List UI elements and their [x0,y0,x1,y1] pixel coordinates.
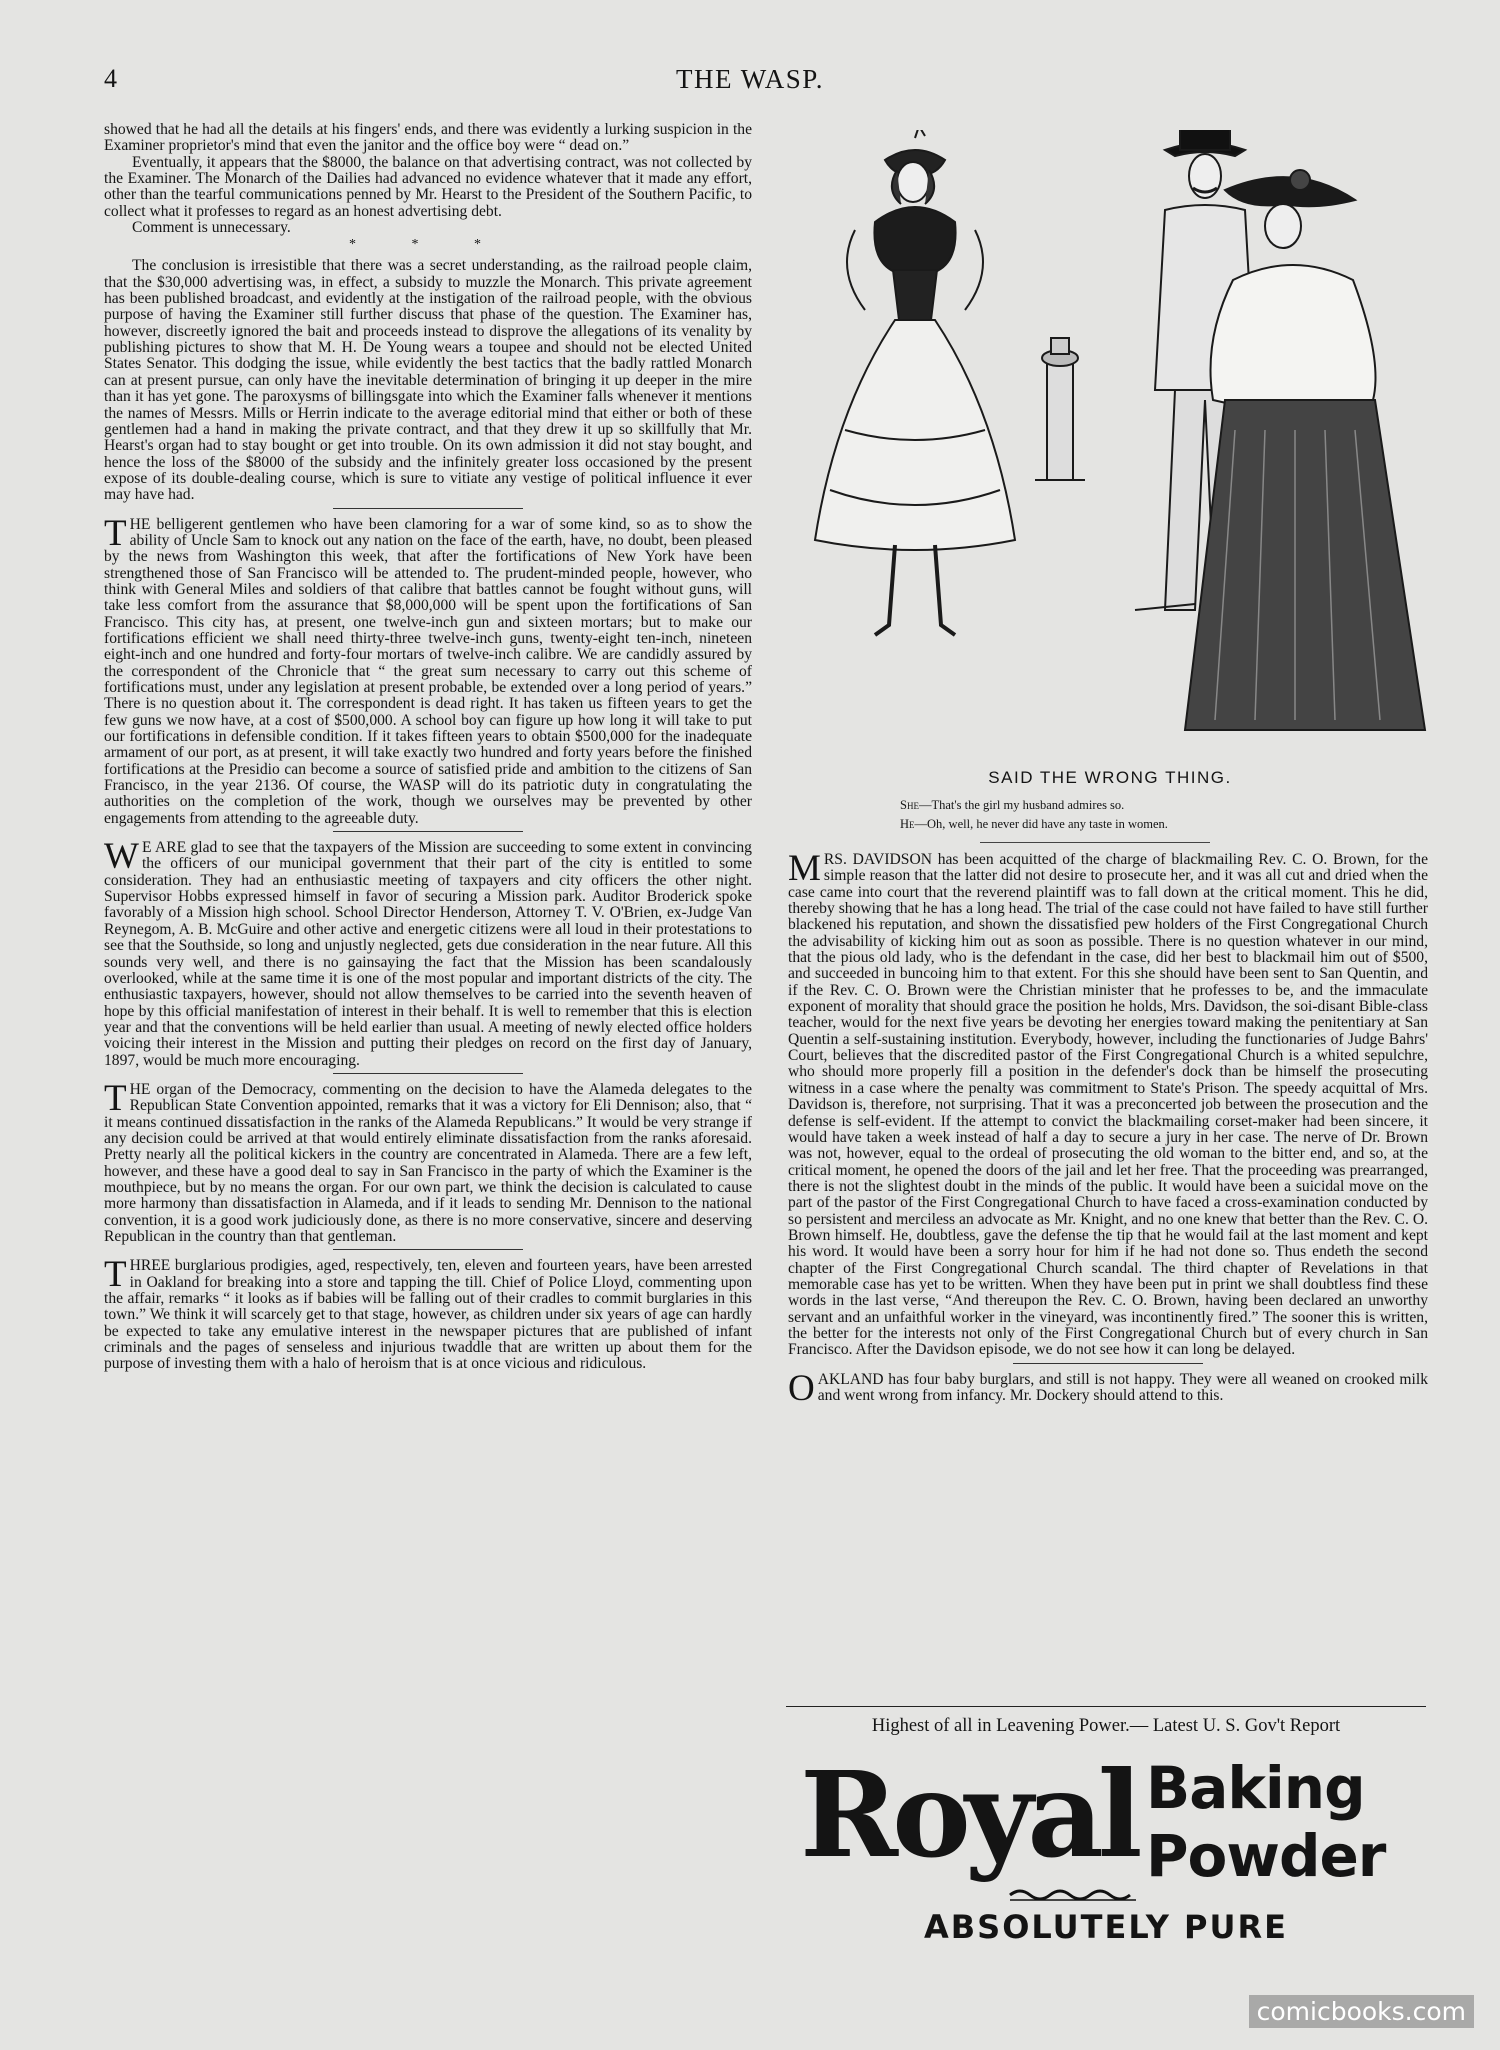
paragraph-comment: Comment is unnecessary. [132,219,291,237]
dropcap: M [788,848,821,889]
lead-in: HREE [129,1257,171,1275]
lead-in: HE [129,515,151,533]
dropcap: O [788,1367,815,1409]
dropcap: T [104,1077,127,1119]
woman-figure-left [815,130,1015,635]
cartoon-illustration [785,130,1435,750]
article-rule [333,508,523,509]
ad-brand-name: Royal [800,1745,1137,1884]
article-rule [333,831,523,832]
lead-in: AKLAND [817,1370,884,1388]
ornament-flourish-icon [1008,1886,1138,1904]
article-rule [333,1073,523,1074]
paragraph-examiner-1: showed that he had all the details at his fingers' ends, and there was evidently a lurking suspicion in the Examiner proprietor's mind that even the janitor and the office boy were “ dead on.” [104,121,752,155]
caption-rule [980,842,1210,843]
ad-product-line-2: Powder [1146,1822,1386,1890]
lead-in: RS. DAVIDSON [823,851,933,868]
cartoon-caption-title: SAID THE WRONG THING. [988,768,1232,787]
article-davidson [788,848,1428,1359]
ad-headline: Highest of all in Leavening Power.— Latest U. S. Gov't Report [871,1716,1341,1736]
article-burglars [104,1254,752,1373]
dialogue-he: —Oh, well, he never did have any taste in women. [914,817,1168,831]
section-separator: * * * [349,237,507,253]
article-body: has four baby burglars, and still is not happy. They were all weaned on crooked milk and went wrong from infancy. Mr. Dockery should attend to this. [817,1370,1428,1404]
article-body: glad to see that the taxpayers of the Mission are succeeding to some extent in convincing the officers of our municipal government that their part of the city is entitled to some consideration. They had an enthusiastic meeting of taxpayers and city officers the other night. Supervisor Hobbs expressed himself in favor of securing a Mission park. Auditor Broderick spoke favorably of a Mission high school. School Director Henderson, Attorney T. V. O'Brien, ex-Judge Van Reynegom, A. B. McGuire and other active and energetic citizens were all loud in their protestations to see that the Southside, so long and unjustly neglected, gets due consideration in the near future. All this sounds very well, and there is no gainsaying the fact that the Mission has been scandalously overlooked, while at the same time it is one of the most popular and important districts of the city. The enthusiastic taxpayers, however, should not allow themselves to be carried into the seventh heaven of hope by this official manifestation of interest in their behalf. It is well to remember that this is election year and that the conventions will be held earlier than usual. A meeting of newly elected office holders voicing their interest in the Mission and putting their pledges on record on the first day of January, 1897, would be much more encouraging. [104,839,752,1069]
article-body: has been acquitted of the charge of blackmailing Rev. C. O. Brown, for the simple reason that the latter did not desire to prosecute her, and it was all cut and dried when the case came into court that the reverend plaintiff was to fall down at the critical moment. This he did, thereby showing that he has a long head. The trial of the case could not have failed to have still further blackened his reputation, and shown the dissatisfied pew holders of the First Congregational Church the advisability of kicking him out as soon as possible. There is no question whatever in our mind, that the pious old lady, who is the defendant in the case, did her best to blackmail him out of $500, and succeeded in buncoing him to that extent. For this she should have been sent to San Quentin, and if the Rev. C. O. Brown were the Christian minister that he professes to be, and the immaculate exponent of morality that should grace the position he holds, Mrs. Davidson, the soi-disant Bible-class teacher, would for the next five years be devoting her energies toward making the penitentiary at San Quentin a self-sustaining institution. Everybody, however, including the functionaries of Judge Bahrs' Court, believes that the discredited pastor of the First Congregational Church is a whited sepulchre, who should more properly fill a position in the defender's dock than be himself the prosecuting witness in a case where the penalty was commitment to State's Prison. The speedy acquittal of Mrs. Davidson is, therefore, not surprising. That it was a preconcerted job between the prosecution and the defense is self-evident. If the attempt to convict the blackmailing corset-maker had been sincere, it would have taken a week instead of half a day to secure a jury in her case. The nerve of Dr. Brown was not, however, equal to the ordeal of prosecuting the old woman to the bitter end, and so, at the critical moment, he opened the doors of the jail and let her free. That the proceeding was prearranged, there is not the slightest doubt in the minds of the public. It would have been a suicidal move on the part of the pastor of the First Congregational Church to have faced a cross-examination conducted by so persistent and merciless an advocate as Mr. Knight, and no one knew that better than the Rev. C. O. Brown himself. He, doubtless, gave the defense the tip that he would fail at the last moment and kept his word. It would have been a sorry hour for him if he had not done so. Thus endeth the second chapter of the First Congregational Church scandal. The third chapter of Revelations in that memorable case has yet to be written. When they have been put in print we shall doubtless find these words in the last verse, “And thereupon the Rev. C. O. Brown, having been declared an unworthy servant and an unfaithful worker in the vineyard, was incontinently fired.” The sooner this is written, the better for the interests not only of the First Congregational Church but of every church in San Francisco. After the Davidson episode, we do not see how it can long be delayed. [788,851,1428,1359]
royal-baking-powder-ad [786,1716,1426,1956]
paragraph-examiner-2: Eventually, it appears that the $8000, the balance on that advertising contract, was not collected by the Examiner. The Monarch of the Dailies had advanced no evidence whatever that it made any effort, other than the tearful communications penned by Mr. Hearst to the President of the Southern Pacific, to collect what it professes to regard as an honest advertising debt. [104,153,752,220]
speaker-he: He [900,817,915,831]
watermark: comicbooks.com [1249,1995,1474,2028]
article-rule [333,1249,523,1250]
paragraph-conclusion: The conclusion is irresistible that there was a secret understanding, as the railroad people claim, that the $30,000 advertising was, in effect, a subsidy to muzzle the Monarch. This private agreement has been published broadcast, and evidently at the instigation of the railroad people, with the obvious purpose of having the Examiner still further discuss that phase of the question. The Examiner has, however, discreetly ignored the bait and proceeds instead to disprove the allegations of its venality by publishing pictures to show that M. H. De Young wears a toupee and should not be elected United States Senator. This dodging the issue, while evidently the best tactics that the badly rattled Monarch can at present pursue, can only have the inevitable determination of bringing it up deeper in the mire than it has yet gone. The paroxysms of billingsgate into which the Examiner falls whenever it mentions the names of Messrs. Mills or Herrin indicate to the average editorial mind that either or both of these gentlemen had a hand in making the private contract, and that they drew it up so skillfully that Mr. Hearst's organ had to stay bought or get into trouble. On its own admission it did not stay bought, and hence the loss of the $8000 of the subsidy and the infinitely greater loss occasioned by the present expose of its double-dealing course, which is sure to vitiate any vestige of political influence it ever may have had. [104,257,752,504]
dropcap: T [104,1254,127,1296]
article-mission [104,836,752,1069]
dropcap: W [104,836,139,878]
ad-tagline: ABSOLUTELY PURE [924,1908,1288,1946]
lead-in: E ARE [141,839,187,857]
dropcap: T [104,512,127,554]
article-body: belligerent gentlemen who have been clamoring for a war of some kind, so as to show the ability of Uncle Sam to knock out any nation on the face of the earth, have, no doubt, been pleased by the news from Washington this week, that after the fortifications of New York have been strengthened those of San Francisco will be attended to. The prudent-minded people, however, who think with General Miles and soldiers of that calibre that battles cannot be fought without guns, will take less comfort from the assurance that $8,000,000 will be spent upon the fortifications of San Francisco. This city has, at present, one twelve-inch gun and sixteen mortars; but to make our fortifications efficient we shall need thirty-three twelve-inch guns, twenty-eight ten-inch, nineteen eight-inch and one hundred and forty-four mortars of twelve-inch calibre. We are candidly assured by the correspondent of the Chronicle that “ the great sum necessary to carry out this scheme of fortifications must, under any legislation at present probable, be extended over a long period of years.” There is no question about it. The correspondent is dead right. It has taken us fifteen years to get the few guns we now have, at a cost of $500,000. A school boy can figure up how long it will take to put our fortifications in defensible condition. If it takes fifteen years to obtain $500,000 for the inadequate armament of our port, as at present, it will take exactly two hundred and forty years before the finished fortifications at the Presidio can become a source of satisfied pride and ambition to the citizens of San Francisco, in the year 2136. Of course, the WASP will do its patriotic duty in congratulating the authorities on the completion of the work, though we ourselves may be prevented by other engagements from attending to the agreeable duty. [104,515,752,827]
dialogue-she: —That's the girl my husband admires so. [918,798,1125,812]
cartoon-dialogue-he [900,817,1420,832]
page-number: 4 [104,64,117,93]
advertisement-rule [786,1706,1426,1707]
fire-hydrant [1035,338,1085,480]
article-body: organ of the Democracy, commenting on the decision to have the Alameda delegates to the Republican State Convention appointed, remarks that it was a victory for Eli Dennison; also, that “ it means continued dissatisfaction in the ranks of the Alameda Republicans.” It would be very strange if any decision could be arrived at that would entirely eliminate dissatisfaction from the ranks aforesaid. Pretty nearly all the political kickers in the country are concentrated in Alameda. There are a few left, however, and these have a good deal to say in San Francisco in the party of which the Examiner is the mouthpiece, but by no means the organ. For our own part, we think the decision is calculated to cause more harmony than dissatisfaction in Alameda, and if it leads to sending Mr. Dennison to the national convention, it is a good work judiciously done, as there is no more conservative, sincere and deserving Republican in the country than that gentleman. [104,1080,752,1245]
left-column [104,122,752,1373]
article-oakland [788,1367,1428,1409]
cartoon-dialogue-she [900,798,1420,813]
article-body: burglarious prodigies, aged, respectively, ten, eleven and fourteen years, have been arrested in Oakland for breaking into a store and tapping the till. Chief of Police Lloyd, commenting upon the affair, remarks “ it looks as if babies will be falling out of their cradles to commit burglaries in this town.” We think it will scarcely get to that stage, however, as children under six years of age can hardly be expected to take any emulative interest in the newspaper pictures that are published of infant criminals and the pages of senseless and injurious twaddle that are written up about them for the purpose of investing them with a halo of heroism that is at once vicious and ridiculous. [104,1257,752,1373]
right-column [788,848,1428,1409]
article-fortifications [104,512,752,828]
lead-in: HE [129,1080,151,1098]
ad-product-line-1: Baking [1146,1754,1365,1822]
article-alameda [104,1077,752,1245]
article-rule [1013,1363,1203,1364]
speaker-she: She [900,798,919,812]
publication-title: THE WASP. [675,64,825,94]
